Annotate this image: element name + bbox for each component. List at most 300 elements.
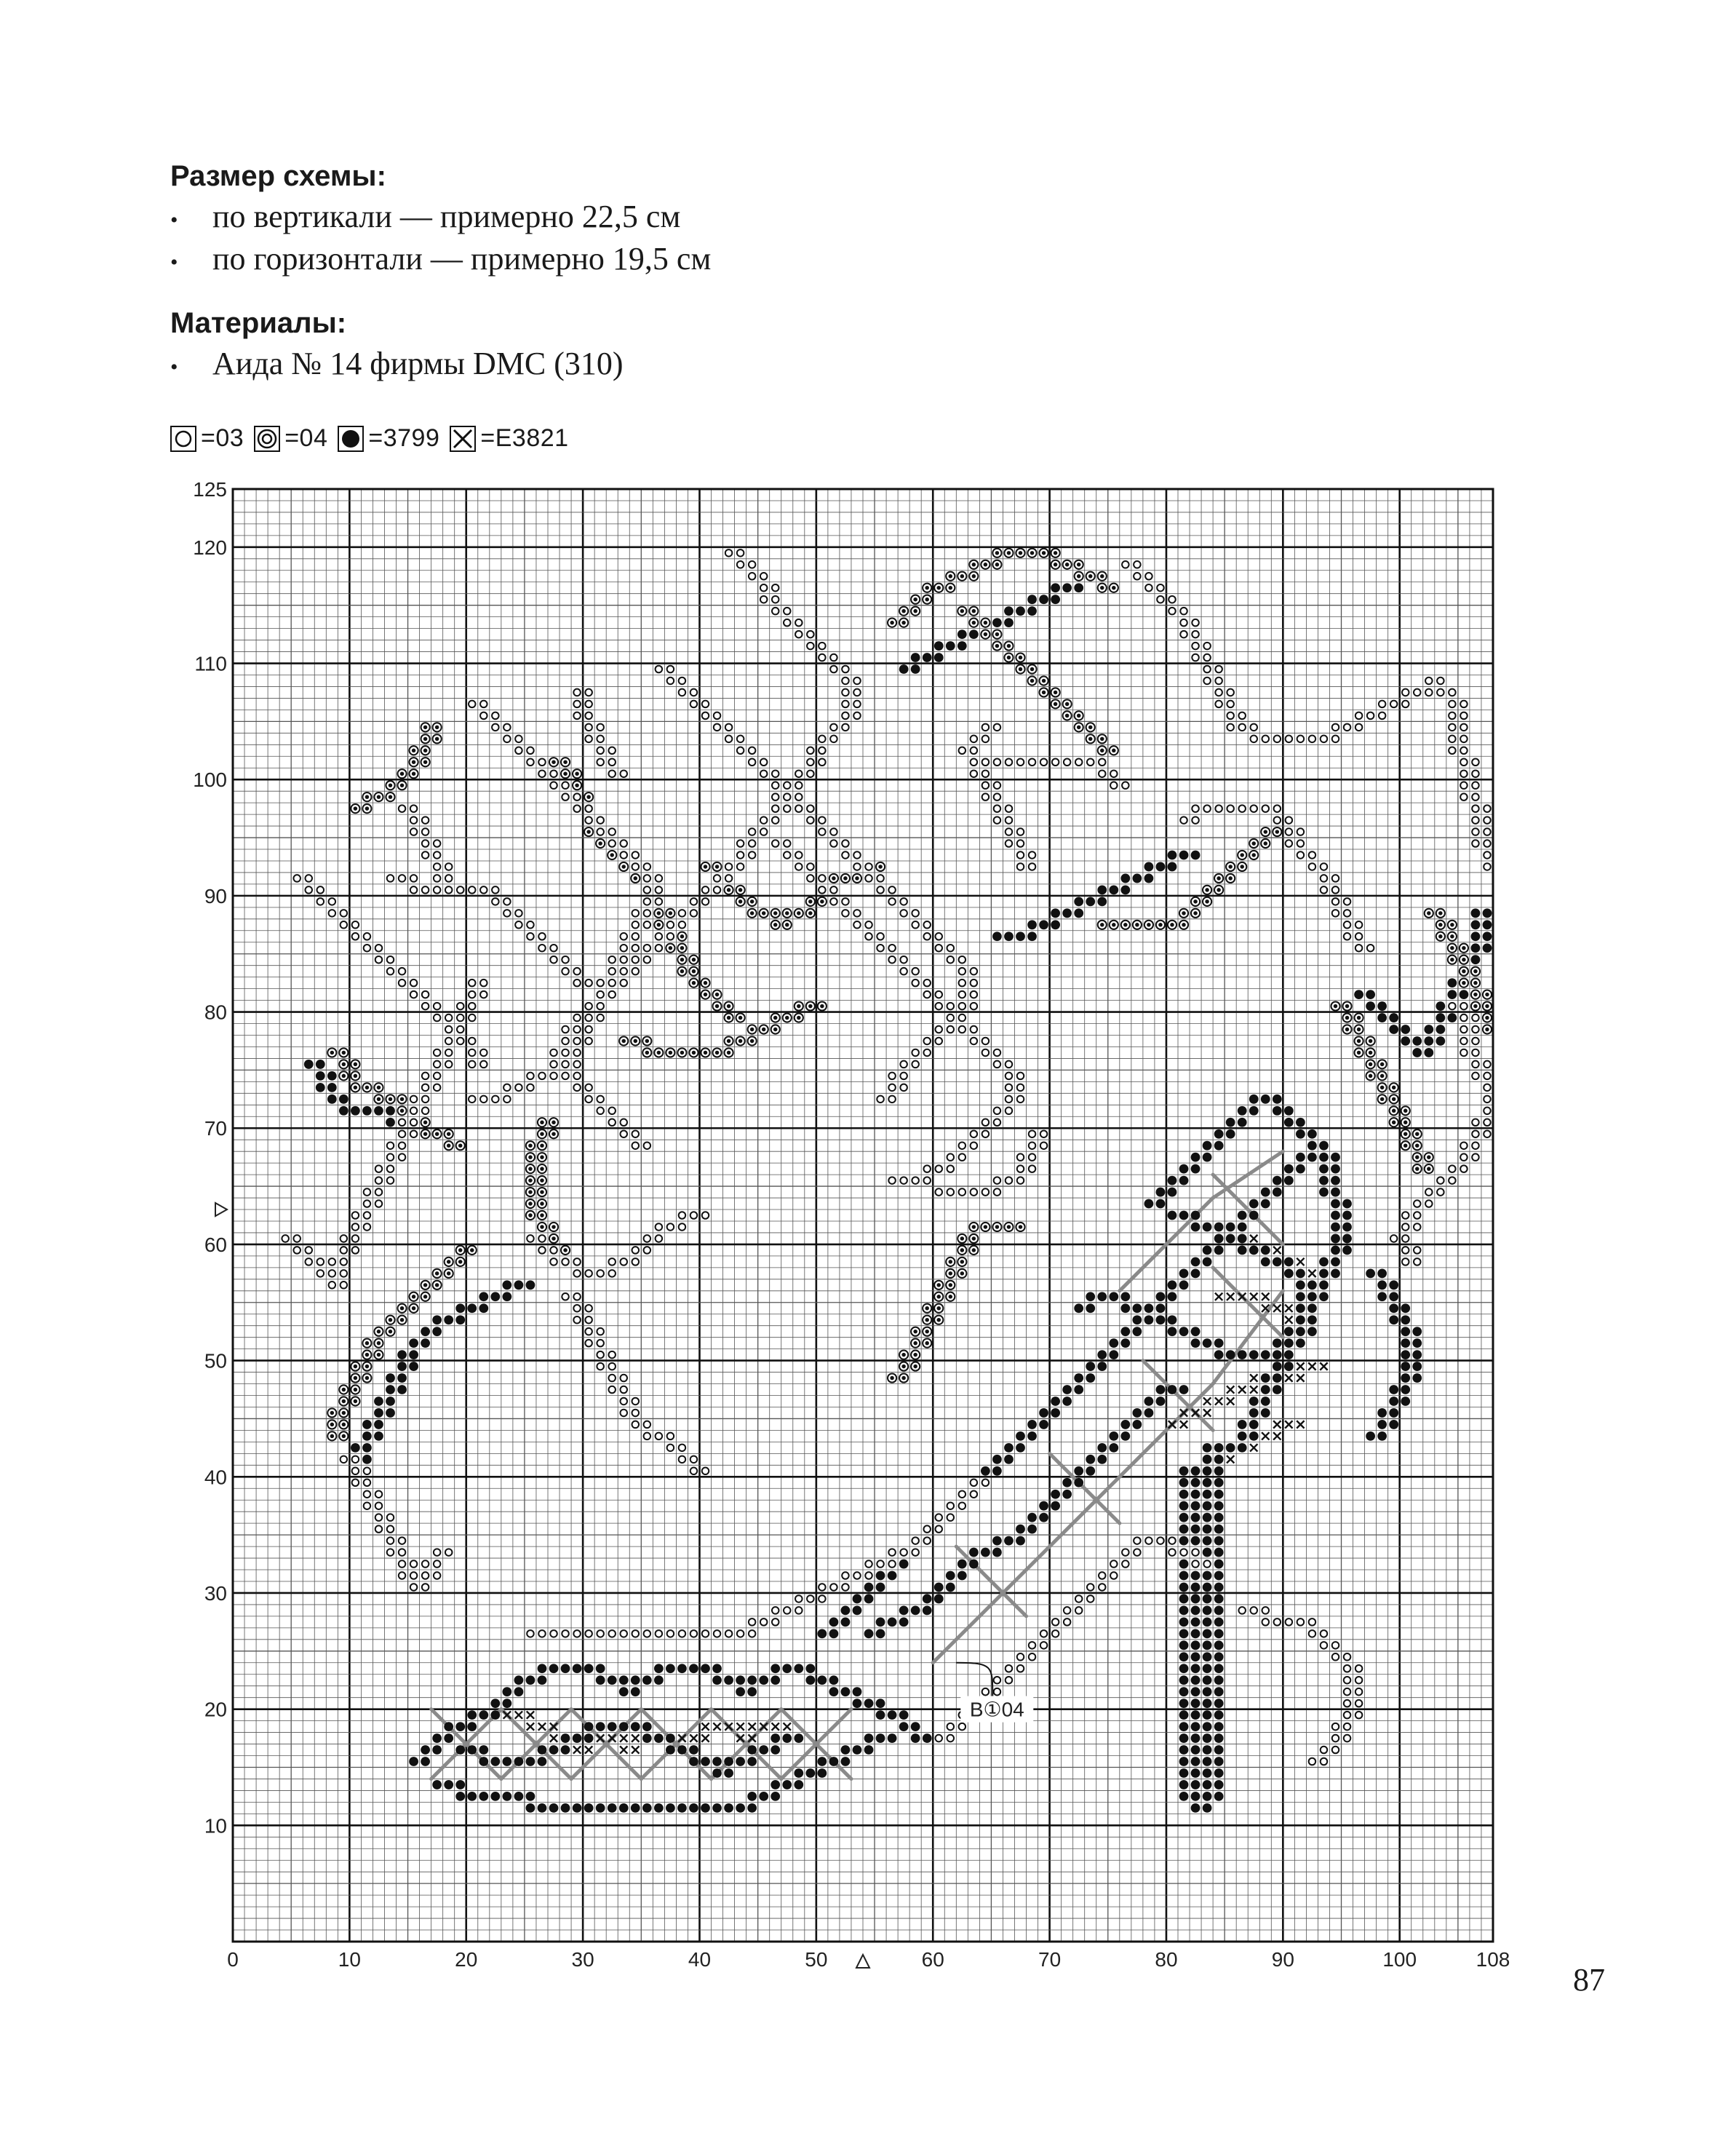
stitch-3799	[316, 1071, 325, 1081]
stitch-3799	[1168, 1327, 1177, 1336]
stitch-3799	[654, 1664, 664, 1673]
stitch-03	[410, 805, 418, 812]
stitch-03	[656, 945, 663, 952]
stitch-03	[1250, 805, 1257, 812]
stitch-3799	[608, 1722, 617, 1731]
stitch-04	[666, 909, 674, 918]
stitch-03	[585, 1038, 592, 1045]
stitch-03	[1437, 1188, 1444, 1196]
stitch-3799	[1004, 618, 1014, 627]
stitch-3799	[724, 1803, 733, 1813]
stitch-3799	[782, 1664, 792, 1673]
stitch-3799	[1214, 1792, 1224, 1801]
stitch-04	[1214, 886, 1223, 894]
stitch-3799	[1203, 1141, 1212, 1151]
stitch-03	[1006, 1665, 1013, 1672]
y-tick-label: 100	[193, 768, 227, 792]
stitch-3799	[584, 1664, 594, 1673]
stitch-3799	[1179, 1571, 1189, 1581]
stitch-e3821	[608, 1734, 616, 1741]
stitch-3799	[1156, 1397, 1166, 1406]
stitch-3799	[1168, 1385, 1177, 1394]
stitch-04	[1075, 560, 1083, 569]
stitch-3799	[1401, 1036, 1410, 1046]
stitch-03	[994, 1688, 1001, 1696]
stitch-3799	[1354, 990, 1363, 999]
stitch-04	[374, 1339, 383, 1348]
stitch-03	[445, 1038, 453, 1045]
x-tick-label: 60	[921, 1948, 944, 1971]
stitch-3799	[759, 1675, 768, 1685]
stitch-e3821	[1262, 1293, 1269, 1300]
stitch-03	[830, 654, 837, 662]
stitch-03	[1029, 758, 1036, 766]
stitch-03	[632, 1247, 640, 1254]
stitch-3799	[1389, 1397, 1398, 1406]
stitch-03	[1321, 886, 1328, 894]
stitch-03	[538, 1235, 546, 1242]
legend-code-04: =04	[284, 424, 328, 452]
stitch-3799	[1191, 1710, 1201, 1720]
stitch-03	[422, 991, 429, 998]
stitch-3799	[1191, 1525, 1201, 1534]
stitch-04	[642, 1036, 651, 1045]
stitch-03	[971, 758, 978, 766]
stitch-03	[1203, 678, 1211, 685]
stitch-3799	[1191, 1606, 1201, 1616]
stitch-e3821	[736, 1734, 744, 1741]
stitch-3799	[526, 1792, 535, 1801]
stitch-03	[329, 1282, 336, 1289]
stitch-3799	[1214, 1745, 1224, 1755]
stitch-03	[1087, 1584, 1094, 1591]
stitch-3799	[923, 1594, 932, 1604]
stitch-03	[656, 933, 663, 940]
stitch-03	[1367, 945, 1374, 952]
stitch-03	[971, 1188, 978, 1196]
stitch-04	[1413, 1153, 1422, 1161]
stitch-03	[410, 875, 418, 882]
stitch-04	[433, 734, 442, 743]
stitch-03	[352, 933, 359, 940]
stitch-3799	[1179, 1501, 1189, 1511]
stitch-03	[877, 875, 884, 882]
stitch-03	[1297, 851, 1305, 859]
stitch-03	[1029, 1130, 1036, 1137]
stitch-03	[656, 1433, 663, 1440]
stitch-3799	[1097, 1292, 1107, 1301]
stitch-03	[1309, 1630, 1316, 1637]
stitch-03	[434, 1572, 441, 1579]
stitch-3799	[1483, 920, 1492, 929]
stitch-03	[538, 758, 546, 766]
stitch-03	[1402, 1223, 1409, 1231]
stitch-03	[434, 1073, 441, 1080]
stitch-3799	[1261, 1350, 1270, 1359]
stitch-03	[1286, 817, 1293, 824]
stitch-03	[469, 1049, 476, 1057]
stitch-03	[888, 886, 896, 894]
stitch-3799	[1238, 1431, 1247, 1441]
stitch-3799	[1471, 932, 1481, 941]
stitch-03	[877, 886, 884, 894]
stitch-e3821	[1180, 1409, 1187, 1416]
stitch-03	[749, 851, 756, 859]
stitch-03	[1168, 596, 1176, 603]
stitch-04	[934, 1316, 943, 1324]
legend-code-e3821: =E3821	[480, 424, 569, 452]
stitch-03	[1460, 701, 1468, 708]
stitch-03	[445, 1549, 453, 1556]
stitch-3799	[1191, 1629, 1201, 1638]
stitch-e3821	[690, 1734, 697, 1741]
stitch-3799	[899, 1617, 909, 1626]
stitch-03	[1472, 1049, 1479, 1057]
stitch-03	[317, 1270, 324, 1277]
stitch-3799	[1226, 1223, 1235, 1232]
stitch-3799	[1226, 1350, 1235, 1359]
stitch-04	[549, 1118, 558, 1127]
stitch-03	[573, 1270, 581, 1277]
stitch-3799	[1120, 1420, 1130, 1429]
stitch-3799	[1401, 1315, 1410, 1324]
stitch-03	[1122, 1549, 1129, 1556]
stitch-3799	[362, 1443, 372, 1453]
stitch-3799	[1191, 1501, 1201, 1511]
stitch-03	[573, 1316, 581, 1324]
stitch-3799	[1331, 1153, 1340, 1162]
stitch-3799	[1273, 1188, 1282, 1197]
stitch-03	[1168, 608, 1176, 615]
callout-label: B①04	[969, 1698, 1024, 1721]
stitch-03	[947, 956, 955, 964]
stitch-3799	[911, 653, 920, 662]
stitch-3799	[1238, 1211, 1247, 1220]
stitch-3799	[689, 1664, 698, 1673]
stitch-03	[632, 1410, 640, 1417]
stitch-e3821	[1168, 1421, 1176, 1428]
stitch-3799	[1191, 1211, 1201, 1220]
stitch-04	[923, 584, 931, 592]
stitch-03	[842, 701, 849, 708]
stitch-03	[912, 1049, 919, 1057]
stitch-03	[597, 1270, 604, 1277]
stitch-03	[1414, 1247, 1421, 1254]
stitch-3799	[841, 1745, 851, 1755]
stitch-3799	[771, 1664, 780, 1673]
stitch-3799	[1179, 1792, 1189, 1801]
stitch-03	[632, 921, 640, 929]
stitch-03	[679, 1212, 686, 1219]
stitch-3799	[689, 1745, 698, 1755]
stitch-3799	[1249, 1095, 1259, 1104]
stitch-3799	[1331, 1246, 1340, 1255]
stitch-04	[374, 793, 383, 801]
stitch-3799	[1144, 1408, 1154, 1418]
stitch-3799	[1203, 1223, 1212, 1232]
stitch-03	[947, 1502, 955, 1509]
stitch-03	[725, 875, 733, 882]
stitch-03	[900, 1549, 907, 1556]
stitch-03	[352, 1479, 359, 1487]
stitch-03	[632, 1421, 640, 1429]
stitch-03	[830, 886, 837, 894]
stitch-3799	[1389, 1280, 1398, 1290]
stitch-03	[550, 770, 557, 777]
stitch-04	[1460, 967, 1468, 976]
stitch-3799	[876, 1699, 885, 1708]
stitches	[282, 549, 1492, 1813]
stitch-3799	[1296, 1327, 1305, 1336]
stitch-3799	[1004, 932, 1014, 941]
stitch-03	[947, 945, 955, 952]
stitch-03	[1017, 1165, 1024, 1172]
stitch-03	[387, 1549, 394, 1556]
stitch-03	[573, 712, 581, 720]
stitch-3799	[1412, 1373, 1422, 1383]
stitch-04	[1366, 1071, 1375, 1080]
stitch-03	[1437, 1177, 1444, 1184]
stitch-03	[1099, 770, 1106, 777]
stitch-3799	[1377, 1420, 1387, 1429]
stitch-04	[1378, 1060, 1387, 1068]
stitch-03	[1472, 805, 1479, 812]
stitch-03	[434, 1549, 441, 1556]
stitch-03	[422, 1572, 429, 1579]
stitch-03	[1390, 701, 1398, 708]
stitch-03	[971, 968, 978, 975]
stitch-03	[772, 840, 779, 847]
stitch-3799	[1214, 1571, 1224, 1581]
stitch-03	[1332, 1642, 1339, 1649]
stitch-04	[362, 804, 371, 813]
stitch-04	[981, 619, 990, 627]
stitch-3799	[1261, 1199, 1270, 1209]
stitch-3799	[374, 1420, 383, 1429]
stitch-3799	[1179, 1560, 1189, 1569]
stitch-03	[527, 933, 534, 940]
stitch-3799	[1191, 1722, 1201, 1731]
stitch-03	[1460, 712, 1468, 720]
stitch-03	[772, 782, 779, 789]
stitch-04	[1016, 664, 1024, 673]
stitch-04	[584, 793, 593, 801]
stitch-03	[994, 1108, 1001, 1115]
stitch-03	[585, 1270, 592, 1277]
stitch-04	[1098, 746, 1107, 755]
stitch-e3821	[632, 1746, 639, 1753]
stitch-3799	[1319, 1292, 1329, 1301]
stitch-03	[562, 1061, 569, 1068]
stitch-03	[1040, 1642, 1048, 1649]
stitch-03	[399, 1130, 406, 1137]
stitch-3799	[1412, 1350, 1422, 1359]
stitch-3799	[1086, 897, 1095, 906]
stitch-3799	[1471, 943, 1481, 953]
stitch-03	[725, 863, 733, 870]
stitch-3799	[817, 1629, 827, 1638]
stitch-03	[1460, 793, 1468, 801]
stitch-03	[947, 1165, 955, 1172]
stitch-e3821	[1250, 1444, 1257, 1451]
stitch-03	[714, 712, 721, 720]
stitch-03	[585, 1340, 592, 1347]
stitch-03	[888, 1549, 896, 1556]
stitch-03	[503, 1084, 511, 1092]
stitch-03	[329, 910, 336, 917]
stitch-04	[841, 874, 850, 883]
stitch-03	[585, 1084, 592, 1092]
stitch-03	[1029, 1153, 1036, 1161]
stitch-3799	[1261, 1188, 1270, 1197]
stitch-03	[1029, 1142, 1036, 1149]
stitch-3799	[1203, 1640, 1212, 1650]
stitch-3799	[1074, 1478, 1083, 1487]
stitch-3799	[502, 1292, 511, 1301]
stitch-3799	[584, 1722, 594, 1731]
stitch-04	[701, 862, 709, 871]
stitch-03	[772, 596, 779, 603]
stitch-3799	[1191, 1583, 1201, 1592]
stitch-03	[1110, 1560, 1118, 1568]
stitch-03	[515, 910, 522, 917]
stitch-03	[1332, 1735, 1339, 1742]
stitch-04	[724, 1036, 733, 1045]
stitch-03	[994, 1061, 1001, 1068]
stitch-03	[597, 724, 604, 731]
stitch-3799	[1191, 1780, 1201, 1789]
stitch-3799	[1191, 1768, 1201, 1778]
stitch-03	[1238, 805, 1246, 812]
stitch-03	[772, 1607, 779, 1614]
stitch-04	[1390, 1083, 1398, 1092]
stitch-03	[842, 898, 849, 905]
stitch-3799	[1179, 1176, 1189, 1185]
stitch-03	[830, 736, 837, 743]
stitch-3799	[1156, 1315, 1166, 1324]
stitch-3799	[502, 1280, 511, 1290]
stitch-03	[538, 945, 546, 952]
stitch-03	[1238, 724, 1246, 731]
stitch-04	[1075, 711, 1083, 720]
stitch-03	[293, 1247, 300, 1254]
stitch-03	[1286, 840, 1293, 847]
stitch-e3821	[1238, 1386, 1246, 1393]
stitch-03	[795, 1607, 803, 1614]
stitch-3799	[1214, 1606, 1224, 1616]
stitch-04	[783, 921, 792, 929]
stitch-04	[1238, 862, 1246, 871]
stitch-04	[1436, 909, 1445, 918]
stitch-3799	[1027, 1431, 1037, 1441]
stitch-e3821	[597, 1734, 604, 1741]
stitch-e3821	[1250, 1235, 1257, 1242]
stitch-04	[771, 1013, 780, 1022]
stitch-3799	[957, 641, 967, 651]
stitch-e3821	[1227, 1293, 1234, 1300]
stitch-03	[457, 1038, 464, 1045]
stitch-03	[1064, 1618, 1071, 1626]
stitch-04	[911, 607, 920, 616]
stitch-e3821	[1285, 1316, 1292, 1324]
stitch-04	[1110, 746, 1118, 755]
stitch-03	[1017, 1653, 1024, 1661]
stitch-03	[562, 793, 569, 801]
stitch-03	[585, 1014, 592, 1022]
stitch-03	[1321, 736, 1328, 743]
stitch-03	[1437, 678, 1444, 685]
stitch-03	[585, 689, 592, 696]
stitch-3799	[1214, 1583, 1224, 1592]
stitch-03	[923, 991, 931, 998]
stitch-03	[737, 1630, 744, 1637]
stitch-3799	[538, 1664, 547, 1673]
stitch-03	[994, 1119, 1001, 1127]
stitch-3799	[689, 1803, 698, 1813]
stitch-04	[397, 769, 406, 778]
stitch-03	[994, 1188, 1001, 1196]
stitch-3799	[1214, 1223, 1224, 1232]
stitch-03	[503, 724, 511, 731]
stitch-3799	[561, 1733, 570, 1743]
stitch-03	[772, 584, 779, 592]
stitch-3799	[502, 1687, 511, 1696]
y-tick-label: 10	[204, 1814, 227, 1838]
stitch-03	[434, 1084, 441, 1092]
stitch-3799	[1296, 1153, 1305, 1162]
stitch-03	[1309, 863, 1316, 870]
stitch-04	[1214, 874, 1223, 883]
stitch-3799	[1412, 1327, 1422, 1336]
stitch-03	[399, 875, 406, 882]
stitch-e3821	[620, 1734, 627, 1741]
stitch-03	[1472, 758, 1479, 766]
stitch-03	[585, 736, 592, 743]
stitch-3799	[584, 1733, 594, 1743]
stitch-3799	[888, 1617, 897, 1626]
stitch-03	[1134, 1537, 1141, 1544]
stitch-04	[957, 1246, 966, 1255]
stitch-03	[329, 1270, 336, 1277]
stitch-04	[362, 1083, 371, 1092]
stitch-3799	[1238, 1420, 1247, 1429]
stitch-04	[992, 549, 1001, 557]
stitch-3799	[771, 1780, 780, 1789]
stitch-03	[795, 863, 803, 870]
stitch-03	[1006, 1108, 1013, 1115]
stitch-04	[549, 1223, 558, 1231]
stitch-3799	[1261, 1257, 1270, 1266]
stitch-03	[971, 736, 978, 743]
stitch-03	[1460, 1142, 1468, 1149]
stitch-3799	[1179, 1687, 1189, 1696]
stitch-03	[1472, 1014, 1479, 1022]
stitch-e3821	[585, 1746, 592, 1753]
stitch-03	[737, 863, 744, 870]
stitch-03	[410, 828, 418, 835]
stitch-03	[1332, 875, 1339, 882]
stitch-04	[1471, 967, 1480, 976]
stitch-03	[1355, 724, 1363, 731]
stitch-03	[562, 782, 569, 789]
stitch-3799	[1179, 1327, 1189, 1336]
stitch-04	[1086, 734, 1095, 743]
stitch-3799	[1027, 920, 1037, 929]
stitch-3799	[654, 1675, 664, 1685]
bullet-icon: •	[170, 208, 178, 232]
stitch-03	[573, 1014, 581, 1022]
stitch-03	[1484, 840, 1491, 847]
